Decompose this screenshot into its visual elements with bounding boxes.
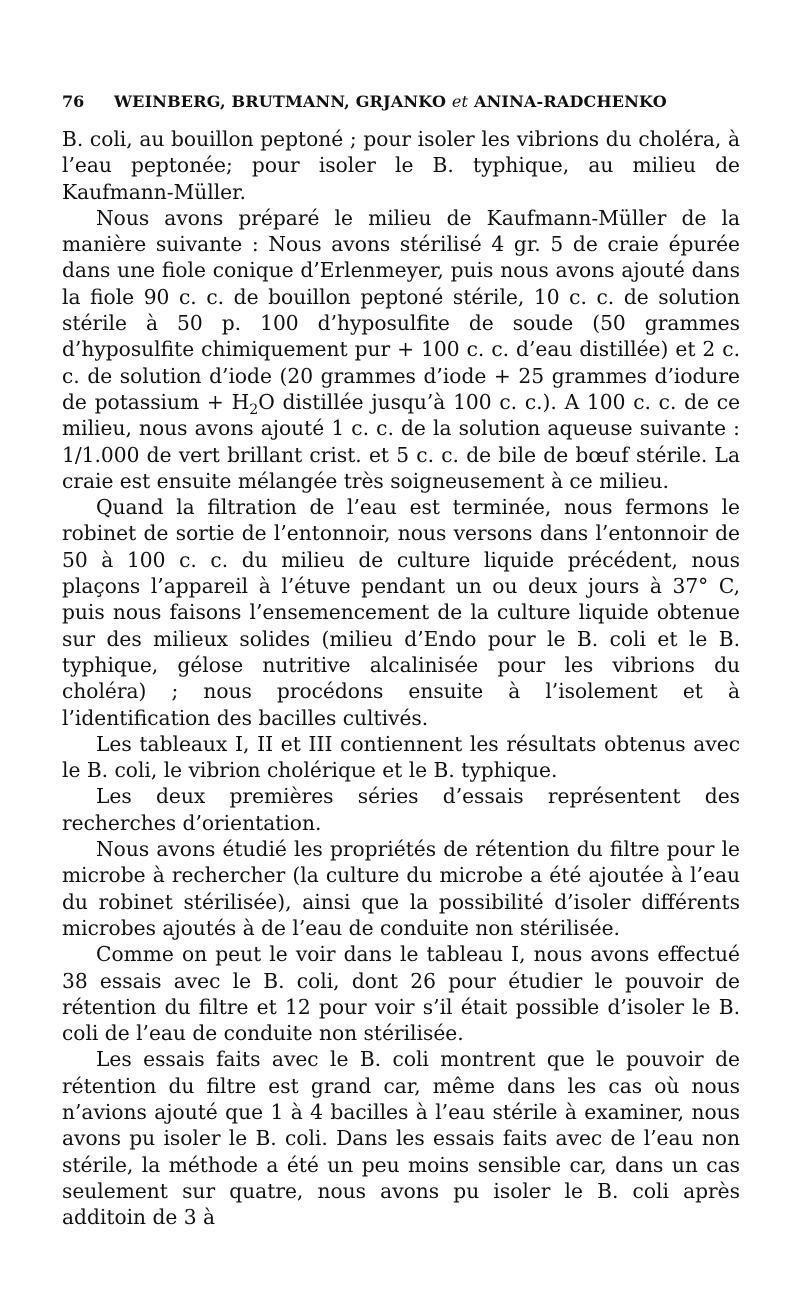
header-authors-part1: WEINBERG, BRUTMANN, GRJANKO — [114, 92, 447, 111]
paragraph-6: Nous avons étudié les propriétés de rétention du filtre pour le microbe à rechercher (la culture du microbe a été ajoutée à l’eau du robinet stérilisée), ainsi que la possibilité d’isoler différents microbes ajoutés à de l’eau de conduite non stérilisée. — [62, 837, 740, 940]
header-conjunction: et — [451, 92, 469, 111]
body-text — [62, 126, 740, 1230]
paragraph-8: Les essais faits avec le B. coli montrent que le pouvoir de rétention du filtre est grand car, même dans les cas où nous n’avions ajouté que 1 à 4 bacilles à l’eau stérile à examiner, nous avons pu isoler le B. coli. Dans les essais faits avec de l’eau non stérile, la méthode a été un peu moins sensible car, dans un cas seulement sur quatre, nous avons pu isoler le B. coli après additoin de 3 à — [62, 1047, 740, 1230]
paragraph-2-text-after: O distillée jusqu’à 100 c. c.). A 100 c. c. de ce milieu, nous avons ajouté 1 c. c. de la solution aqueuse suivante : 1/1.000 de vert brillant crist. et 5 c. c. de bile de bœuf stérile. La craie est ensuite mélangée très soigneusement à ce milieu. — [62, 389, 741, 493]
paragraph-5: Les deux premières séries d’essais représentent des recherches d’orientation. — [62, 784, 740, 835]
page — [62, 86, 740, 1230]
paragraph-1: B. coli, au bouillon peptoné ; pour isoler les vibrions du choléra, à l’eau peptonée; pour isoler le B. typhique, au milieu de Kaufmann-Müller. — [62, 127, 740, 204]
header-authors-part2: ANINA-RADCHENKO — [473, 92, 667, 111]
page-number: 76 — [62, 92, 85, 111]
header-authors — [114, 86, 667, 118]
paragraph-2 — [62, 205, 740, 494]
running-head — [62, 86, 740, 118]
paragraph-2-text-before: Nous avons préparé le milieu de Kaufmann-Müller de la manière suivante : Nous avons stérilisé 4 gr. 5 de craie épurée dans une fiole conique d’Erlenmeyer, puis nous avons ajouté dans la fiole 90 c. c. de bouillon peptoné stérile, 10 c. c. de solution stérile à 50 p. 100 d’hyposulfite de soude (50 grammes d’hyposulfite chimiquement pur + 100 c. c. d’eau distillée) et 2 c. c. de solution d’iode (20 grammes d’iode + 25 grammes d’iodure de potassium + H — [62, 205, 740, 414]
formula-subscript: 2 — [249, 402, 259, 418]
paragraph-4: Les tableaux I, II et III contiennent les résultats obtenus avec le B. coli, le vibrion cholérique et le B. typhique. — [62, 731, 740, 783]
paragraph-7: Comme on peut le voir dans le tableau I, nous avons effectué 38 essais avec le B. coli, dont 26 pour étudier le pouvoir de rétention du filtre et 12 pour voir s’il était possible d’isoler le B. coli de l’eau de conduite non stérilisée. — [62, 942, 740, 1046]
paragraph-3: Quand la filtration de l’eau est terminée, nous fermons le robinet de sortie de l’entonnoir, nous versons dans l’entonnoir de 50 à 100 c. c. du milieu de culture liquide précédent, nous plaçons l’appareil à l’étuve pendant un ou deux jours à 37° C, puis nous faisons l’ensemencement de la culture liquide obtenue sur des milieux solides (milieu d’Endo pour le B. coli et le B. typhique, gélose nutritive alcalinisée pour les vibrions du choléra) ; nous procédons ensuite à l’isolement et à l’identification des bacilles cultivés. — [62, 495, 740, 730]
